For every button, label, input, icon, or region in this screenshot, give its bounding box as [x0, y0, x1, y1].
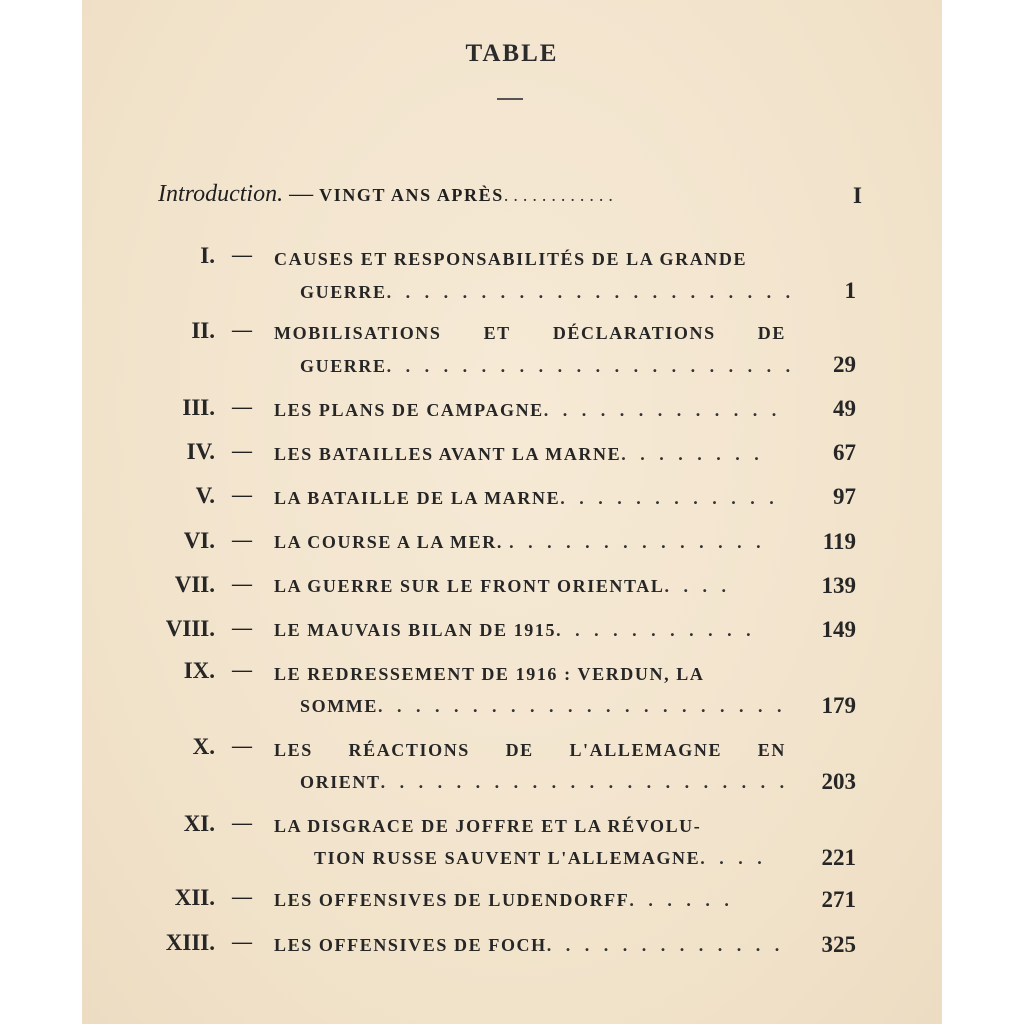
entry-dash: —: [232, 617, 252, 639]
entry-title-continued: [300, 696, 787, 717]
intro-dash: —: [289, 181, 314, 207]
entry-title-continued: [300, 772, 789, 793]
entry-title-line2: SOMME: [300, 696, 378, 716]
entry-page: 67: [833, 440, 856, 465]
entry-title: LE REDRESSEMENT DE 1916 : VERDUN, LA: [274, 664, 705, 684]
entry-dash: —: [232, 735, 252, 757]
entry-title: [274, 620, 756, 641]
entry-page: 179: [821, 693, 856, 718]
entry-dash: —: [232, 396, 252, 418]
entry-page: 325: [821, 932, 856, 957]
entry-number: VII.: [174, 572, 215, 597]
entry-word: ET: [483, 323, 511, 343]
entry-page: 97: [833, 484, 856, 509]
entry-title: LA DISGRACE DE JOFFRE ET LA RÉVOLU-: [274, 816, 702, 836]
entry-page: 1: [844, 278, 856, 303]
entry-dots: . . . . . . . . . . . . . .: [509, 532, 766, 552]
entry-number: IX.: [183, 658, 215, 683]
entry-title: [274, 740, 786, 761]
entry-word: DE: [757, 323, 786, 343]
entry-number: X.: [192, 734, 215, 759]
intro-label: Introduction.: [158, 181, 284, 207]
entry-word: L'ALLEMAGNE: [569, 740, 723, 760]
entry-number: XII.: [174, 885, 215, 910]
intro-text: VINGT ANS APRÈS: [319, 185, 504, 205]
entry-number: V.: [195, 483, 215, 508]
entry-dash: —: [232, 484, 252, 506]
entry-dots: . . . . . . . . . . . . .: [543, 400, 782, 420]
entry-dots: . . . . . . . .: [621, 444, 764, 464]
entry-title: [274, 444, 764, 465]
intro-dots: ............: [503, 185, 618, 205]
entry-dash: —: [232, 244, 252, 266]
entry-number: VIII.: [165, 616, 215, 641]
entry-dots: . . . .: [664, 576, 732, 596]
entry-title-text: LES PLANS DE CAMPAGNE: [274, 400, 544, 420]
entry-dash: —: [232, 529, 252, 551]
entry-dash: —: [232, 886, 252, 908]
entry-dots: . . . . . . . . . . . .: [560, 488, 779, 508]
entry-number: I.: [200, 243, 215, 268]
entry-title-continued: [314, 848, 767, 869]
entry-title-line2: GUERRE: [300, 356, 387, 376]
intro-line: [158, 181, 618, 208]
entry-title: [274, 488, 779, 509]
entry-title-text: LA BATAILLE DE LA MARNE: [274, 488, 561, 508]
entry-title-continued: [300, 356, 795, 377]
entry-word: EN: [757, 740, 786, 760]
entry-title-continued: [300, 282, 795, 303]
entry-word: MOBILISATIONS: [274, 323, 442, 343]
entry-title: [274, 935, 784, 956]
entry-dots: . . . . . . . . . . . . .: [546, 935, 785, 955]
entry-number: IV.: [186, 439, 215, 464]
entry-title-text: LA GUERRE SUR LE FRONT ORIENTAL: [274, 576, 665, 596]
entry-title-line2: TION RUSSE SAUVENT L'ALLEMAGNE: [314, 848, 701, 868]
entry-word: DÉCLARATIONS: [552, 323, 716, 343]
entry-word: LES: [274, 740, 313, 760]
entry-dash: —: [232, 931, 252, 953]
entry-number: XI.: [183, 811, 215, 836]
entry-title: [274, 323, 786, 344]
entry-number: VI.: [183, 528, 215, 553]
entry-title-text: LES OFFENSIVES DE LUDENDORFF: [274, 890, 630, 910]
entry-page: 203: [821, 769, 856, 794]
entry-page: 119: [822, 529, 856, 554]
entry-page: 29: [833, 352, 856, 377]
page-title: TABLE: [465, 40, 559, 67]
entry-page: 271: [821, 887, 856, 912]
entry-title: [274, 532, 766, 553]
entry-word: DE: [505, 740, 534, 760]
entry-title: [274, 576, 731, 597]
entry-dash: —: [232, 659, 252, 681]
entry-title-line2: GUERRE: [300, 282, 387, 302]
entry-number: III.: [182, 395, 215, 420]
entry-dash: —: [232, 573, 252, 595]
entry-dash: —: [232, 812, 252, 834]
entry-dots: . . . . . . . . . . . . . . . . . . . . . .: [386, 356, 796, 376]
entry-dots: . . . . . .: [629, 890, 734, 910]
entry-title-text: LE MAUVAIS BILAN DE 1915: [274, 620, 557, 640]
entry-title-text: LES OFFENSIVES DE FOCH: [274, 935, 547, 955]
entry-page: 49: [833, 396, 856, 421]
entry-dash: —: [232, 440, 252, 462]
intro-page: I: [853, 183, 862, 208]
entry-title: [274, 890, 734, 911]
entry-dots: . . . . . . . . . . . . . . . . . . . . . .: [380, 772, 790, 792]
entry-dots: . . . . . . . . . . . . . . . . . . . . . .: [386, 282, 796, 302]
entry-dots: . . . .: [700, 848, 767, 868]
book-page: [82, 0, 942, 1024]
entry-title-text: LA COURSE A LA MER.: [274, 532, 503, 552]
entry-number: XIII.: [165, 930, 215, 955]
entry-title: [274, 400, 781, 421]
entry-number: II.: [191, 318, 215, 343]
entry-word: RÉACTIONS: [348, 740, 470, 760]
entry-title-line2: ORIENT: [300, 772, 381, 792]
entry-dash: —: [232, 319, 252, 341]
entry-title: CAUSES ET RESPONSABILITÉS DE LA GRANDE: [274, 249, 748, 269]
entry-dots: . . . . . . . . . . . . . . . . . . . . . .: [378, 696, 787, 716]
entry-page: 139: [821, 573, 856, 598]
entry-title-text: LES BATAILLES AVANT LA MARNE: [274, 444, 622, 464]
entry-page: 149: [821, 617, 856, 642]
entry-page: 221: [821, 845, 856, 870]
title-divider: [497, 98, 523, 100]
entry-dots: . . . . . . . . . . .: [556, 620, 756, 640]
